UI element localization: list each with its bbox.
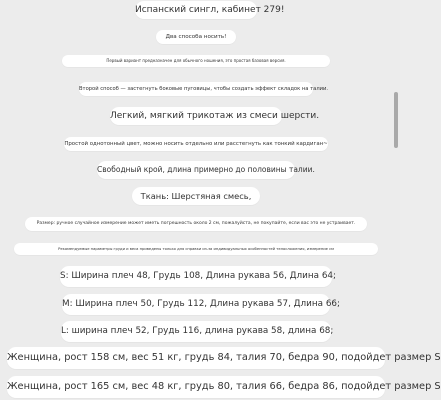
message-text: Два способа носить!: [165, 34, 227, 40]
message-bubble: [61, 321, 334, 342]
message-text: L: ширина плеч 52, Грудь 116, длина рукава 58, длина 68;: [61, 326, 334, 336]
message-text: Ткань: Шерстяная смесь,: [140, 191, 252, 201]
message-bubble: [62, 55, 330, 67]
message-bubble: [7, 376, 441, 398]
message-bubble: [79, 82, 329, 96]
message-text: M: Ширина плеч 50, Грудь 112, Длина рукава 57, Длина 66;: [62, 299, 340, 309]
message-text: Первый вариант предназначен для обычного ношения, это простая базовая версия.: [106, 58, 286, 63]
message-text: Легкий, мягкий трикотаж из смеси шерсти.: [110, 111, 320, 121]
message-bubble: [7, 347, 441, 369]
message-bubble: [110, 107, 320, 125]
message-bubble: [14, 243, 378, 255]
message-text: Рекомендуемые параметры груди и веса приведены только для справки из-за индивидуальных особенностей телосложения, измерение см: [58, 247, 334, 251]
message-bubble: [132, 187, 260, 205]
message-text: Женщина, рост 158 см, вес 51 кг, грудь 84, талия 70, бедра 90, подойдет размер S: [7, 352, 441, 363]
scrollbar[interactable]: [393, 0, 399, 400]
message-bubble: [60, 266, 336, 287]
message-text: S: Ширина плеч 48, Грудь 108, Длина рукава 56, Длина 64;: [60, 271, 336, 281]
message-bubble: [135, 1, 285, 19]
message-bubble: [25, 217, 367, 231]
message-text: Простой однотонный цвет, можно носить отдельно или расстегнуть как тонкий кардиган~: [64, 141, 328, 147]
message-text: Женщина, рост 165 см, вес 48 кг, грудь 80, талия 66, бедра 86, подойдет размер S: [7, 381, 441, 392]
message-text: Свободный крой, длина примерно до половины талии.: [97, 165, 315, 174]
message-text: Второй способ — застегнуть боковые пуговицы, чтобы создать эффект складок на талии.: [79, 86, 329, 92]
scrollbar-thumb[interactable]: [394, 92, 398, 148]
message-bubble: [97, 161, 315, 179]
message-text: Размер: ручное случайное измерение может иметь погрешность около 2 см, пожалуйста, не покупайте, если вас это не устраивает.: [36, 221, 356, 226]
message-bubble: [156, 30, 236, 44]
message-text: Испанский сингл, кабинет 279!: [135, 5, 285, 15]
message-bubble: [62, 294, 340, 315]
message-bubble: [64, 137, 328, 151]
